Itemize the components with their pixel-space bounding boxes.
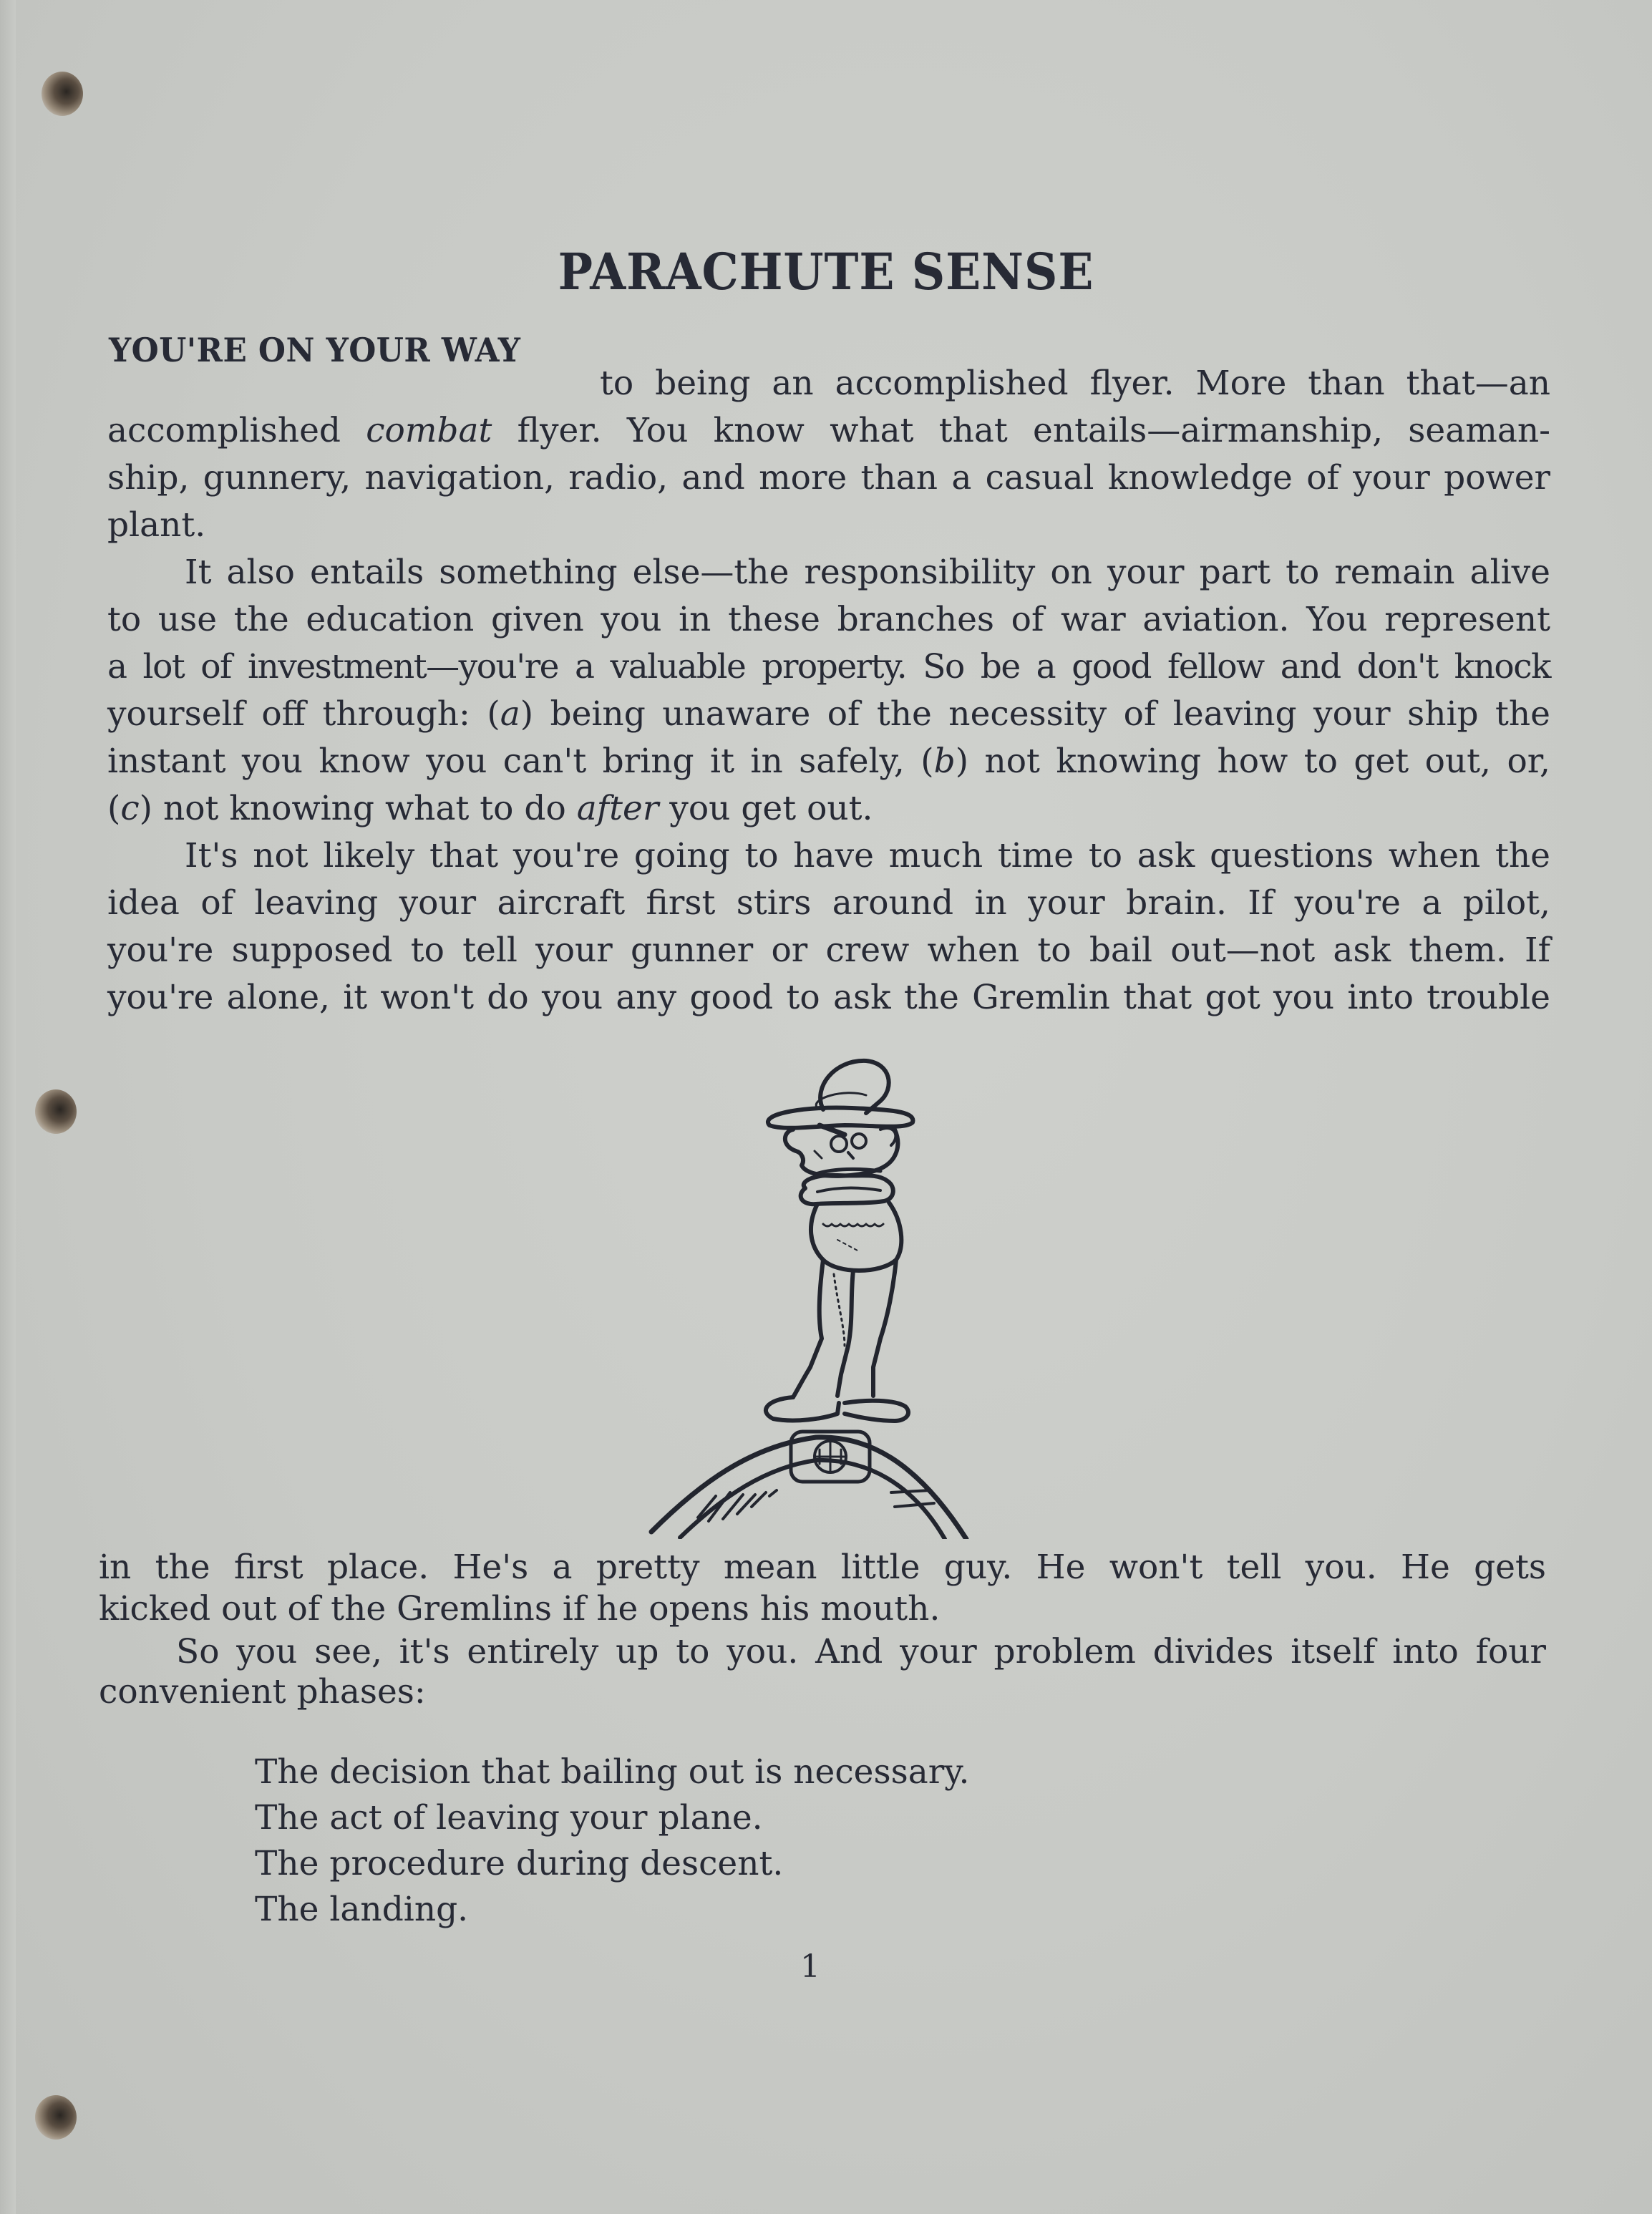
page-number: 1 <box>800 1948 820 1985</box>
text-line: instant you know you can't bring it in safely, (b) not knowing how to get out, or, <box>107 742 1550 781</box>
text-line: idea of leaving your aircraft first stirs around in your brain. If you're a pilot, <box>107 883 1550 923</box>
phases-list <box>255 1749 969 1933</box>
text-line: It also entails something else—the responsibility on your part to remain alive <box>185 553 1550 592</box>
text-line: to being an accomplished flyer. More than that—an <box>600 364 1550 403</box>
phase-item: The procedure during descent. <box>255 1844 784 1883</box>
text-line: So you see, it's entirely up to you. And your problem divides itself into four <box>176 1632 1546 1671</box>
phase-item: The landing. <box>255 1890 469 1929</box>
paragraph-intro <box>107 360 1550 1021</box>
emphasis-after: after <box>576 789 659 828</box>
text-line: a lot of investment—you're a valuable property. So be a good fellow and don't knock <box>107 647 1550 686</box>
section-heading: YOU'RE ON YOUR WAY <box>109 331 521 369</box>
text-line: kicked out of the Gremlins if he opens his mouth. <box>99 1589 941 1628</box>
paragraph-continued <box>99 1544 1546 1716</box>
binder-hole-middle-icon <box>35 1089 77 1134</box>
text-line: convenient phases: <box>99 1672 426 1712</box>
text-line: yourself off through: (a) being unaware of the necessity of leaving your ship the <box>107 694 1550 734</box>
emphasis-combat: combat <box>366 411 492 450</box>
phase-item: The act of leaving your plane. <box>255 1798 763 1837</box>
page-title: PARACHUTE SENSE <box>558 242 1094 301</box>
phase-item: The decision that bailing out is necessary. <box>255 1752 970 1792</box>
binder-hole-top-icon <box>42 72 83 116</box>
page-edge-shadow <box>0 0 16 2214</box>
text-line: accomplished combat flyer. You know what that entails—airmanship, seaman- <box>107 411 1550 450</box>
text-line: plant. <box>107 505 206 545</box>
text-line: you're supposed to tell your gunner or crew when to bail out—not ask them. If <box>107 931 1550 970</box>
binder-hole-bottom-icon <box>35 2095 77 2140</box>
gremlin-illustration-icon <box>630 1045 1002 1539</box>
text-line: in the first place. He's a pretty mean little guy. He won't tell you. He gets <box>99 1548 1546 1587</box>
text-line: to use the education given you in these branches of war aviation. You represent <box>107 600 1550 639</box>
text-line: you're alone, it won't do you any good to ask the Gremlin that got you into trouble <box>107 978 1550 1017</box>
text-line: ship, gunnery, navigation, radio, and more than a casual knowledge of your power <box>107 458 1550 497</box>
text-line: It's not likely that you're going to have much time to ask questions when the <box>185 836 1550 875</box>
text-line: (c) not knowing what to do after you get out. <box>107 789 873 828</box>
